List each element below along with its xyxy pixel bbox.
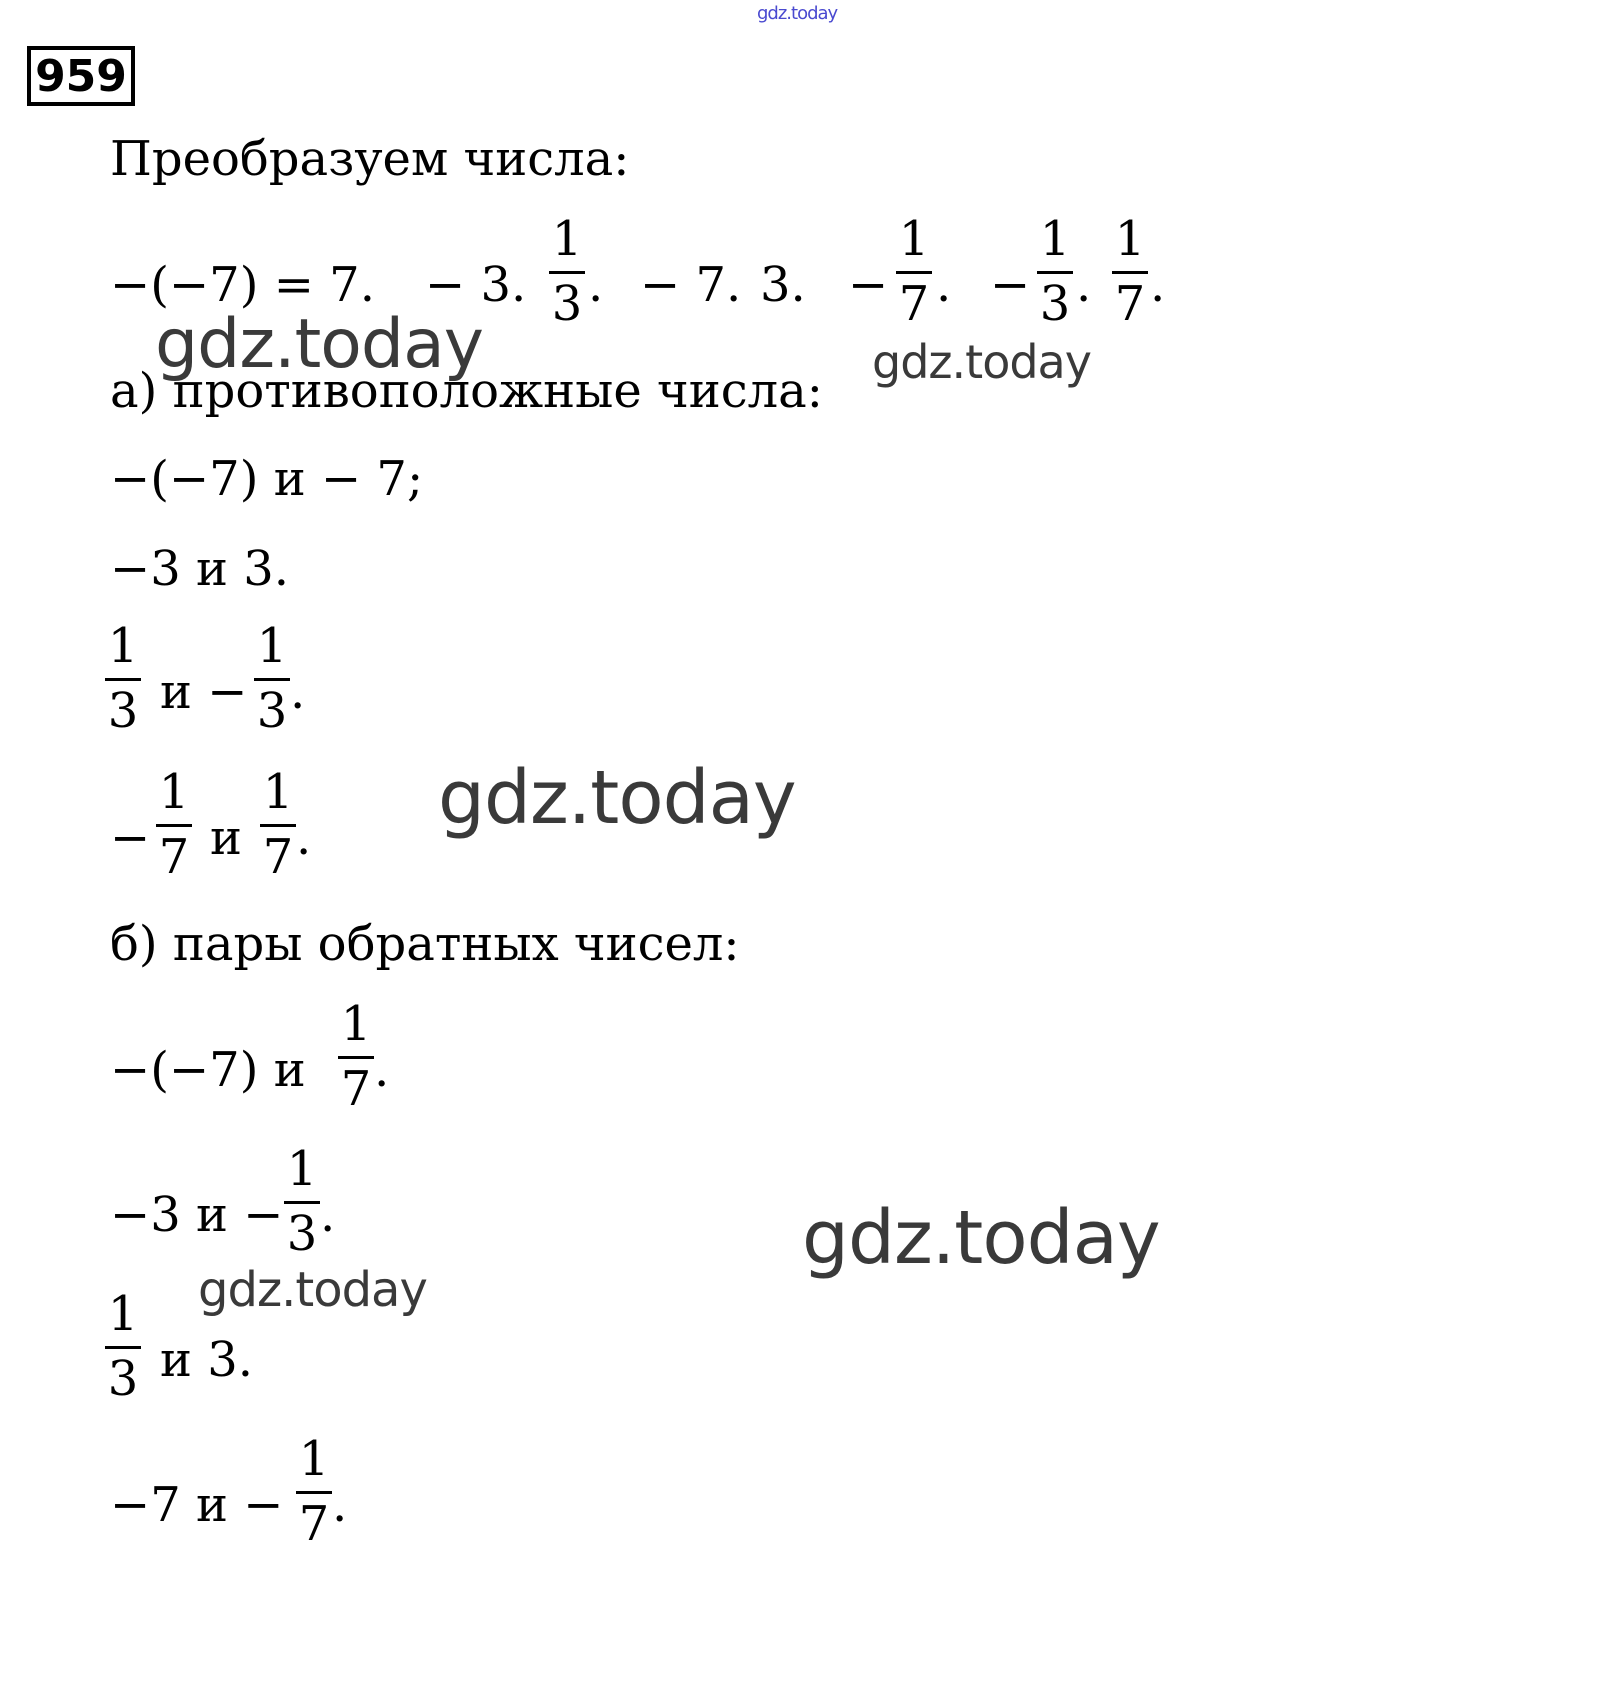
dot: . (1150, 257, 1166, 313)
part-b-row-3 (0, 1286, 1600, 1420)
fraction-one-seventh: 1 7 (152, 768, 196, 883)
dot: . (374, 1042, 390, 1098)
part-b-heading: б) пары обратных чисел: (110, 916, 740, 972)
and-minus: и − (160, 664, 248, 720)
fraction-one-third: 1 3 (545, 215, 589, 330)
fraction-one-seventh: 1 7 (334, 1000, 378, 1115)
fraction-one-third: 1 3 (280, 1145, 324, 1260)
expr-3: 3. (760, 257, 806, 313)
expr-neg-7-and-minus: −7 и − (110, 1477, 284, 1533)
expr-neg-3: − 3. (425, 257, 527, 313)
intro-text: Преобразуем числа: (110, 131, 630, 187)
watermark: gdz.today (802, 1195, 1160, 1281)
fraction-one-seventh: 1 7 (892, 215, 936, 330)
fraction-one-third: 1 3 (250, 622, 294, 737)
part-b-row-1 (0, 996, 1600, 1130)
dot: . (936, 257, 952, 313)
fraction-one-seventh: 1 7 (1108, 215, 1152, 330)
fraction-one-third: 1 3 (101, 1290, 145, 1405)
dot: . (332, 1477, 348, 1533)
part-a-heading: а) противоположные числа: (110, 363, 823, 419)
dot: . (290, 664, 306, 720)
watermark: gdz.today (438, 755, 796, 841)
part-a-row-1: −(−7) и − 7; (110, 451, 424, 507)
expr-neg-neg-7: −(−7) = 7. (110, 257, 375, 313)
part-b-row-2 (0, 1141, 1600, 1275)
part-a-row-4 (0, 764, 1600, 898)
fraction-one-seventh: 1 7 (292, 1435, 336, 1550)
dot: . (588, 257, 604, 313)
part-a-row-2: −3 и 3. (110, 541, 290, 597)
expr-neg-7: − 7. (640, 257, 742, 313)
fraction-one-third: 1 3 (101, 622, 145, 737)
problem-number: 959 (27, 46, 135, 106)
watermark-top: gdz.today (757, 3, 838, 24)
watermark: gdz.today (198, 1262, 427, 1318)
minus-sign: − (848, 257, 889, 313)
dot: . (320, 1187, 336, 1243)
part-b-row-4 (0, 1431, 1600, 1565)
watermark: gdz.today (155, 305, 483, 384)
expr-neg-neg-7-and: −(−7) и (110, 1042, 306, 1098)
minus-sign: − (990, 257, 1031, 313)
and-3: и 3. (160, 1332, 254, 1388)
fraction-one-third: 1 3 (1033, 215, 1077, 330)
dot: . (296, 810, 312, 866)
minus-sign: − (110, 810, 151, 866)
fraction-one-seventh: 1 7 (256, 768, 300, 883)
dot: . (1076, 257, 1092, 313)
watermark: gdz.today (872, 335, 1091, 389)
and-word: и (210, 810, 242, 866)
part-a-row-3 (0, 618, 1600, 752)
expr-neg-3-and-minus: −3 и − (110, 1187, 284, 1243)
